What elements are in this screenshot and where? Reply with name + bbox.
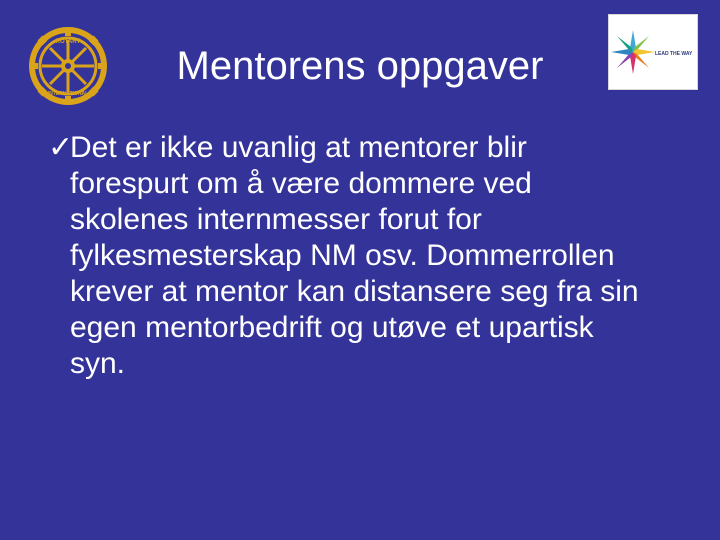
starburst-icon [609, 15, 697, 89]
rotary-top-text: ROTARY [55, 39, 81, 45]
bullet-line: fylkesmesterskap NM osv. Dommerrollen [70, 239, 615, 272]
lead-the-way-text: LEAD THE WAY [655, 51, 693, 57]
rotary-wheel-icon [28, 26, 108, 106]
bullet-line: Det er ikke uvanlig at mentorer blir [70, 131, 527, 164]
bullet-point [48, 130, 698, 382]
bullet-line: krever at mentor kan distansere seg fra sin [70, 275, 639, 308]
bullet-line: forespurt om å være dommere ved [70, 167, 532, 200]
bullet-line: egen mentorbedrift og utøve et upartisk [70, 311, 594, 344]
bullet-line: skolenes internmesser forut for [70, 203, 482, 236]
slide-title: Mentorens oppgaver [176, 44, 544, 88]
bullet-line: syn. [70, 347, 126, 380]
checkmark-icon: ✓ [48, 131, 74, 164]
bullet-text [48, 130, 698, 382]
rotary-bottom-text: INTERNATIONAL [47, 91, 89, 97]
lead-the-way-logo [608, 14, 698, 90]
rotary-logo [28, 26, 108, 106]
